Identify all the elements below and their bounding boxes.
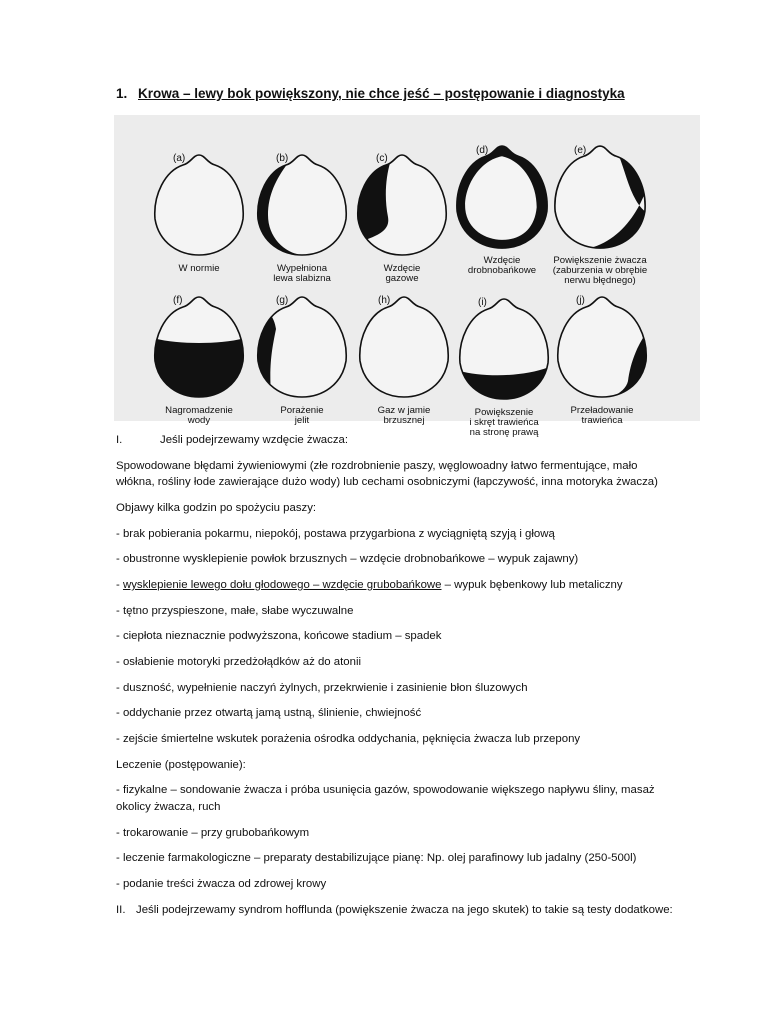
panel-caption: na stronę prawą xyxy=(469,427,539,438)
treatment-intro: Leczenie (postępowanie): xyxy=(116,758,246,771)
symptom-item: - oddychanie przez otwartą jamą ustną, ślinienie, chwiejność xyxy=(116,707,422,720)
panel-caption: trawieńca xyxy=(581,415,623,426)
section-2-roman: II. xyxy=(116,903,126,916)
title-number: 1. xyxy=(116,86,128,101)
treatment-item: - trokarowanie – przy grubobańkowym xyxy=(116,826,310,839)
panel-caption: Porażenie xyxy=(280,405,324,416)
section-1-heading-text: Jeśli podejrzewamy wzdęcie żwacza: xyxy=(160,434,349,446)
panel-letter: (i) xyxy=(478,297,487,308)
panel-letter: (j) xyxy=(576,295,585,306)
symptom-item: - ciepłota nieznacznie podwyższona, końcowe stadium – spadek xyxy=(116,630,442,643)
symptom-rest: – wypuk bębenkowy lub metaliczny xyxy=(441,578,623,591)
panel-caption: drobnobańkowe xyxy=(467,265,537,276)
panel-letter: (a) xyxy=(173,153,186,164)
symptom-item: - duszność, wypełnienie naczyń żylnych, przekrwienie i zasinienie błon śluzowych xyxy=(116,681,528,694)
panel-caption: Wzdęcie xyxy=(483,255,521,266)
symptom-item: - obustronne wysklepienie powłok brzusznych – wzdęcie drobnobańkowe – wypuk zajawny) xyxy=(116,553,579,566)
panel-caption: Gaz w jamie xyxy=(377,405,431,416)
panel-letter: (e) xyxy=(574,145,587,156)
panel-caption: jelit xyxy=(294,415,310,426)
panel-caption: nerwu błędnego) xyxy=(564,275,636,286)
panel-letter: (f) xyxy=(173,295,183,306)
symptom-underlined: wysklepienie lewego dołu głodowego – wzdęcie grubobańkowe xyxy=(122,578,442,591)
page-title xyxy=(116,86,625,101)
panel-caption: (zaburzenia w obrębie xyxy=(552,265,648,276)
panel-letter: (h) xyxy=(378,295,391,306)
panel-caption: Wypełniona xyxy=(276,263,328,274)
panel-letter: (g) xyxy=(276,295,289,306)
panel-caption: W normie xyxy=(178,263,220,274)
treatment-item: - leczenie farmakologiczne – preparaty destabilizujące pianę: Np. olej parafinowy lub jadalny (250-500l) xyxy=(116,852,637,865)
panel-caption: Przeładowanie xyxy=(570,405,634,416)
panel-letter: (c) xyxy=(376,153,388,164)
panel-caption: Powiększenie xyxy=(474,407,534,418)
rumen-diagram-figure xyxy=(114,115,700,438)
section-2-heading xyxy=(116,902,676,919)
panel-caption: i skręt trawieńca xyxy=(469,417,539,428)
section-1-roman: I. xyxy=(116,434,123,446)
panel-caption: Nagromadzenie xyxy=(165,405,233,416)
panel-caption: wody xyxy=(187,415,211,426)
document-body xyxy=(116,432,676,927)
panel-caption: brzusznej xyxy=(383,415,425,426)
symptom-item: - brak pobierania pokarmu, niepokój, postawa przygarbiona z wyciągniętą szyją i głową xyxy=(116,527,555,540)
symptom-item: - tętno przyspieszone, małe, słabe wyczuwalne xyxy=(116,604,354,617)
symptoms-intro: Objawy kilka godzin po spożyciu paszy: xyxy=(116,501,317,514)
panel-letter: (b) xyxy=(276,153,289,164)
panel-caption: Wzdęcie xyxy=(383,263,421,274)
panel-caption: gazowe xyxy=(385,273,419,284)
section-1-heading xyxy=(116,432,676,449)
symptom-item xyxy=(116,577,676,594)
panel-caption: lewa slabizna xyxy=(273,273,331,284)
panel-letter: (d) xyxy=(476,145,489,156)
symptom-item: - zejście śmiertelne wskutek porażenia ośrodka oddychania, pęknięcia żwacza lub przepony xyxy=(116,733,581,746)
treatment-item: - fizykalne – sondowanie żwacza i próba usunięcia gazów, spowodowanie większego napływu śliny, masaż okolicy żwacza, ruch xyxy=(116,784,655,813)
title-text: Krowa – lewy bok powiększony, nie chce jeść – postępowanie i diagnostyka xyxy=(138,86,625,101)
panel-caption: Powiększenie żwacza xyxy=(553,255,647,266)
causes-paragraph: Spowodowane błędami żywieniowymi (złe rozdrobnienie paszy, węglowoadny łatwo fermentujące, mało włókna, rośliny łode zawierające dużo wody) lub cechami osobniczymi (łapczywość, inna motoryka żwacza) xyxy=(116,459,658,489)
section-2-text: Jeśli podejrzewamy syndrom hofflunda (powiększenie żwacza na jego skutek) to takie są testy dodatkowe: xyxy=(136,903,673,916)
treatment-item: - podanie treści żwacza od zdrowej krowy xyxy=(116,878,327,890)
symptom-prefix: - xyxy=(116,578,123,591)
symptom-item: - osłabienie motoryki przedżołądków aż do atonii xyxy=(116,656,362,668)
